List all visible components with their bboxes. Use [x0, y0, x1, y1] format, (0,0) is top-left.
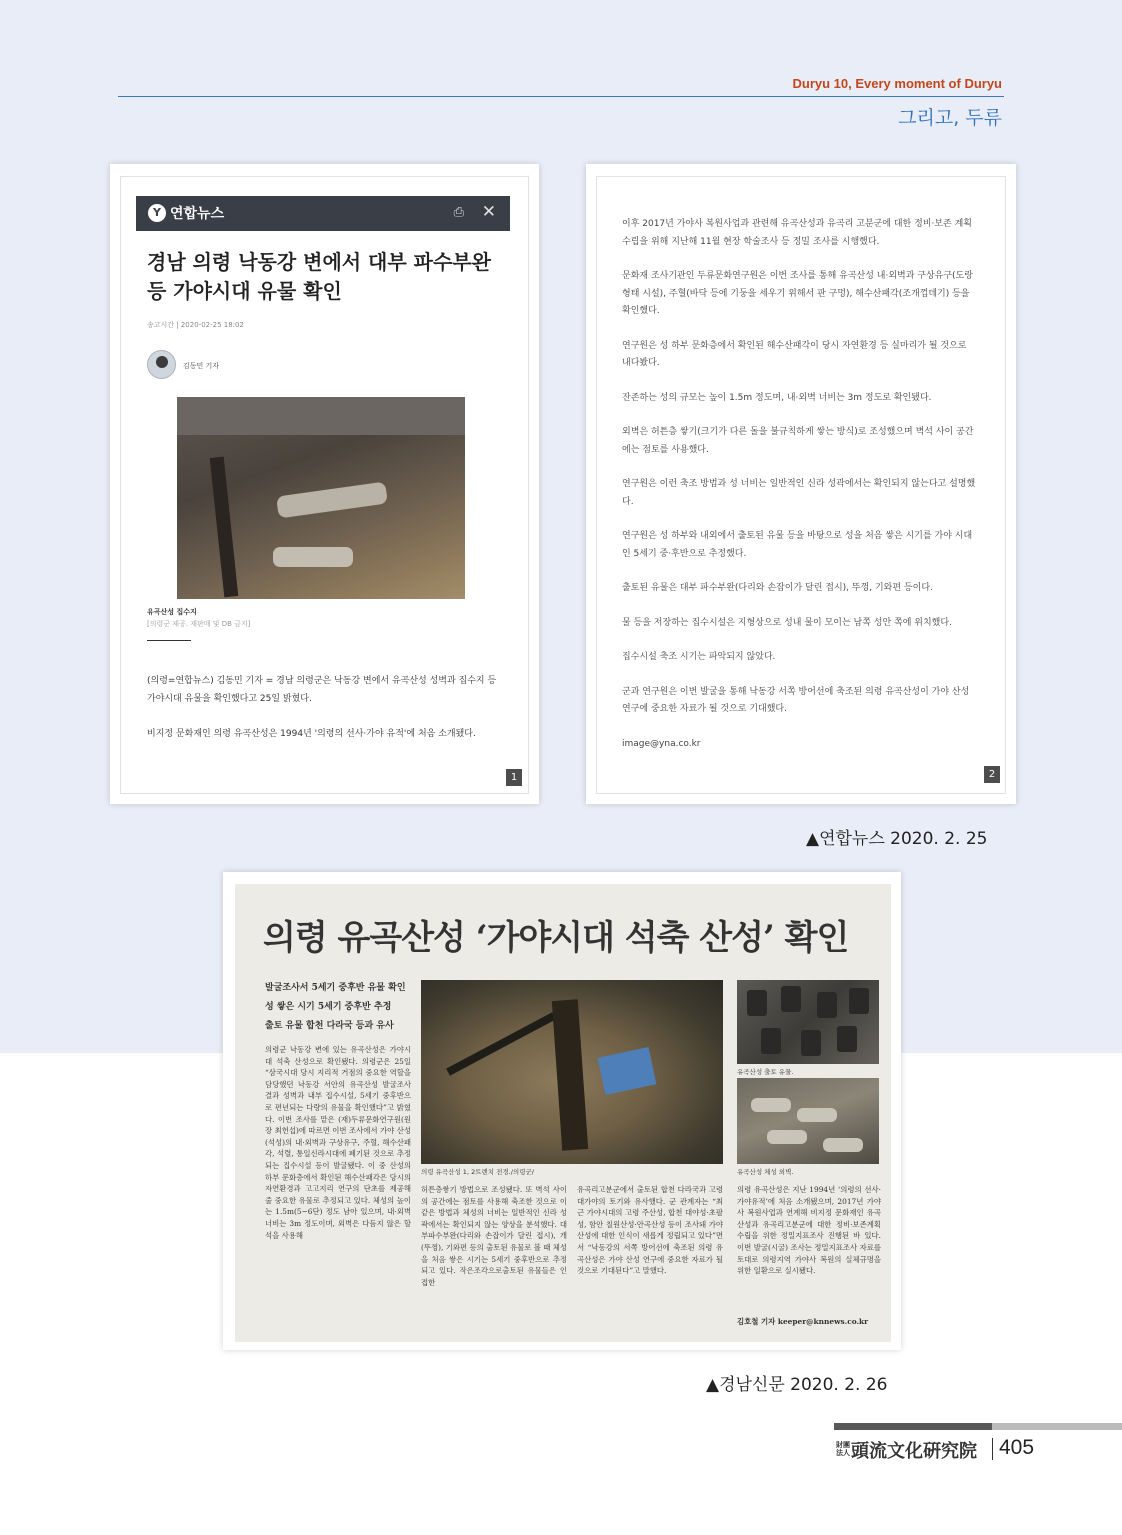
header-rule: [118, 96, 1004, 97]
article-paragraph: 잔존하는 성의 규모는 높이 1.5m 정도며, 내·외벽 너비는 3m 정도로 확인됐다.: [622, 392, 932, 403]
article-paragraph: 연구원은 성 하부와 내외에서 출토된 유물 등을 바탕으로 성을 처음 쌓은 시기를 가야 시대인 5세기 중·후반으로 추정했다.: [622, 531, 973, 559]
newspaper-column-1: 의령군 낙동강 변에 있는 유곡산성은 가야시대 석축 산성으로 확인됐다. 의령군은 25일 “삼국시대 당시 지리적 거점의 중요한 역할을 담당했던 낙동강 서안의 유곡산성 발굴조사 결과 성벽과 내부 집수시설, 5세기 중후반으로 편년되는 다량의 유물을 확인했다”고 밝혔다. 이번 조사를 맡은 (재)두류문화연구원(원장 최헌섭)에 따르면 이번 조사에서 가야 산성(석성)의 내·외벽과 구상유구, 주혈, 해수산패각, 석렬, 통일신라시대에 폐기된 것으로 추정되는 집수시설 등이 발굴됐다. 이 중 산성의 하부 문화층에서 확인된 해수산패각은 당시의 자연환경과 고고지리 연구의 단초를 제공해 줄 중요한 유물로 추정되고 있다. 체성의 높이는 1.5m(5~6단) 정도 남아 있으며, 내·외벽 너비는 3m 정도이며, 외벽은 다듬지 않은 할석을 사용해: [265, 1045, 411, 1240]
newspaper-clipping: [223, 872, 901, 1350]
article-paragraph: 출토된 유물은 대부 파수부완(다리와 손잡이가 달린 접시), 뚜껑, 기와편 등이다.: [622, 583, 933, 593]
newspaper-headline: 의령 유곡산성 ‘가야시대 석축 산성’ 확인: [263, 918, 849, 958]
photo-caption: 유곡산성 집수지: [147, 608, 197, 616]
reporter-name: 김동민 기자: [183, 362, 220, 370]
series-title-en: Duryu 10, Every moment of Duryu: [792, 76, 1002, 91]
article-paragraph: 연구원은 성 하부 문화층에서 확인된 해수산패각이 당시 자연환경 등 실마리가 될 것으로 내다봤다.: [622, 340, 967, 368]
footer-foundation-mark: 財團 法人: [836, 1441, 850, 1457]
article-photo: [177, 397, 465, 599]
article-paragraph: 비지정 문화재인 의령 유곡산성은 1994년 '의령의 선사·가야 유적'에 처음 소개됐다.: [147, 729, 476, 739]
article-paragraph: 외벽은 허튼층 쌓기(크기가 다른 돌을 불규칙하게 쌓는 방식)로 조성했으며 벽석 사이 공간에는 점토를 사용했다.: [622, 427, 974, 455]
article-paragraph: 연구원은 이런 축조 방법과 성 너비는 일반적인 신라 성곽에서는 확인되지 않는다고 설명했다.: [622, 479, 976, 507]
photo-credit: [의령군 제공. 재판매 및 DB 금지]: [147, 620, 251, 628]
newspaper-photo-wall: [737, 1078, 879, 1164]
section-title-ko: 그리고, 두류: [898, 107, 1002, 129]
source-label-yna: ▲연합뉴스 2020. 2. 25: [806, 829, 988, 849]
article-title: 경남 의령 낙동강 변에서 대부 파수부완 등 가야시대 유물 확인: [147, 250, 491, 303]
newspaper-subhead: 성 쌓은 시기 5세기 중후반 추정: [265, 1002, 392, 1012]
caption-rule: [147, 640, 191, 641]
newspaper-photo-artifacts: [737, 980, 879, 1064]
photo-caption-main: 의령 유곡산성 1, 2트렌치 전경./의령군/: [421, 1168, 534, 1176]
article-paragraph: 물 등을 저장하는 집수시설은 지형상으로 성내 물이 모이는 남쪽 성안 쪽에 위치했다.: [622, 617, 952, 628]
footer-bar-dark: [834, 1423, 992, 1430]
article-paragraph: 군과 연구원은 이번 발굴을 통해 낙동강 서쪽 방어선에 축조된 의령 유곡산성이 가야 산성 연구에 중요한 자료가 될 것으로 기대했다.: [622, 686, 970, 714]
photo-caption-wall: 유곡산성 체성 외벽.: [737, 1168, 794, 1176]
page-number-badge: 1: [506, 769, 522, 786]
article-paragraph: 집수시설 축조 시기는 파악되지 않았다.: [622, 652, 776, 662]
newspaper-byline: 김호철 기자 keeper@knnews.co.kr: [737, 1317, 869, 1326]
newspaper-subhead: 발굴조사서 5세기 중후반 유물 확인: [265, 983, 406, 993]
yna-logo-icon: Y: [148, 204, 166, 222]
article-paragraph: 이후 2017년 가야사 복원사업과 관련해 유곡산성과 유곡리 고분군에 대한 정비·보존 계획 수립을 위해 지난해 11월 현장 학술조사 등 정밀 조사를 시행했다.: [622, 219, 972, 247]
yna-article-page-2: [586, 164, 1016, 804]
footer-institute-name: 頭流文化硏究院: [851, 1441, 977, 1462]
yna-header-bar: [136, 196, 510, 231]
article-email: image@yna.co.kr: [622, 738, 701, 749]
newspaper-photo-main: [421, 980, 723, 1164]
printer-icon[interactable]: ⎙: [453, 205, 464, 220]
newspaper-page: [235, 884, 891, 1342]
footer-bar-light: [992, 1423, 1122, 1430]
yna-logo-text: 연합뉴스: [170, 206, 225, 222]
article-sent-time: 송고시간 | 2020-02-25 18:02: [147, 321, 244, 329]
footer-page-number: 405: [999, 1436, 1035, 1459]
newspaper-column-3: 유곡리고분군에서 출토된 합천 다라국과 고령 대가야의 토기와 유사했다. 군 관계자는 “최근 가야시대의 고령 주산성, 합천 대야성·초팔성, 함안 칠원산성·안곡산성 등이 조사돼 가야 산성에 대한 인식이 새롭게 정립되고 있다”면서 “낙동강의 서쪽 방어선에 축조된 의령 유곡산성은 가야 산성 연구에 중요한 자료가 될 것으로 기대된다”고 말했다.: [577, 1185, 723, 1276]
article-paragraph: (의령=연합뉴스) 김동민 기자 = 경남 의령군은 낙동강 변에서 유곡산성 성벽과 집수지 등 가야시대 유물을 확인했다고 25일 밝혔다.: [147, 676, 497, 704]
close-icon[interactable]: ✕: [481, 202, 496, 222]
article-body: [622, 216, 976, 770]
photo-caption-artifacts: 유곡산성 출토 유물.: [737, 1068, 794, 1076]
newspaper-column-4: 의령 유곡산성은 지난 1994년 ‘의령의 선사·가야유적’에 처음 소개됐으며, 2017년 가야사 복원사업과 연계해 비지정 문화재인 유곡산성과 유곡리고분군에 대한 정비·보존계획 수립을 위한 정밀지표조사 진행된 바 있다. 이번 발굴(시굴) 조사는 정밀지표조사 자료를 토대로 의령지역 가야사 복원의 실체규명을 위한 일환으로 실시됐다.: [737, 1185, 881, 1276]
newspaper-subhead: 출토 유물 합천 다라국 등과 유사: [265, 1021, 394, 1031]
page-number-badge: 2: [984, 766, 1000, 783]
newspaper-column-2: 허튼층쌓기 방법으로 조성됐다. 또 벽석 사이의 공간에는 점토를 사용해 축조한 것으로 이 같은 방법과 체성의 너비는 일반적인 신라 성곽에서는 확인되지 않는 양상을 분석했다. 대부파수부완(다리와 손잡이가 달린 접시), 개(뚜껑), 기와편 등의 출토된 유물로 볼 때 체성을 처음 쌓은 시기는 5세기 중후반으로 추정되고 있다. 작은조각으로출토된 유물들은 인접한: [421, 1185, 567, 1287]
reporter-avatar: [147, 350, 176, 379]
article-paragraph: 문화재 조사기관인 두류문화연구원은 이번 조사를 통해 유곡산성 내·외벽과 구상유구(도랑 형태 시설), 주혈(바닥 등에 기둥을 세우기 위해서 판 구멍), 해수산패각(조개껍데기) 등을 확인했다.: [622, 271, 973, 316]
source-label-kn: ▲경남신문 2020. 2. 26: [706, 1375, 888, 1395]
footer-divider: [992, 1438, 993, 1460]
yna-article-page-1: [110, 164, 539, 804]
